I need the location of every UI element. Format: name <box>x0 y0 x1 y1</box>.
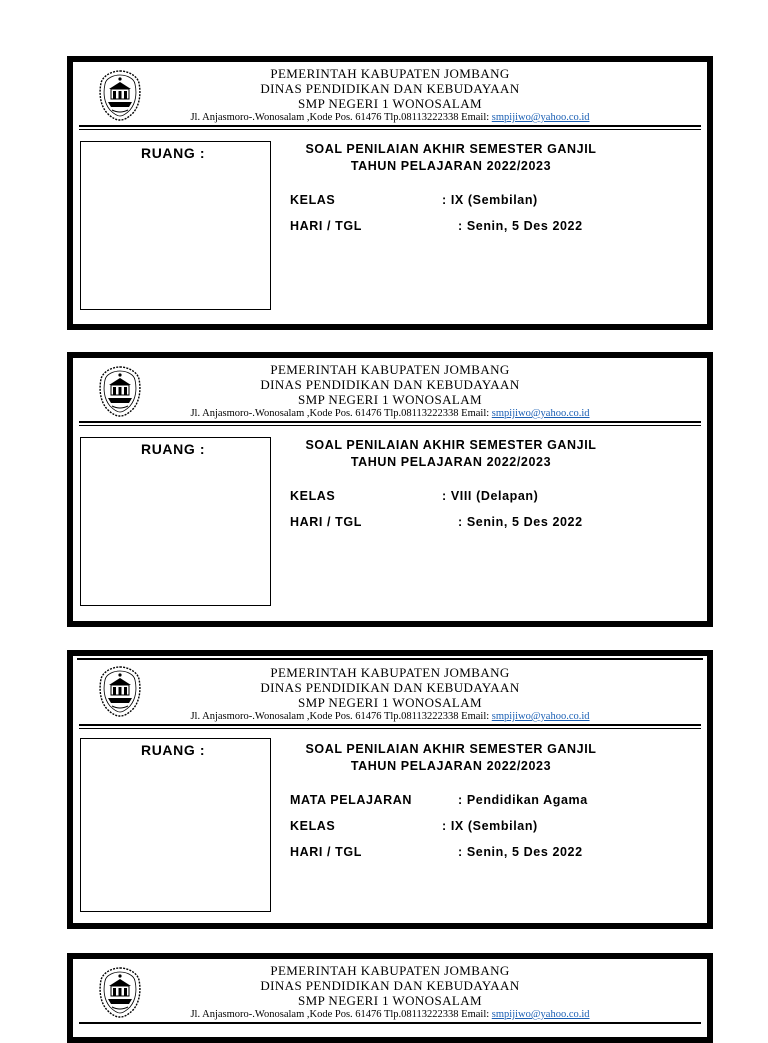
email-link[interactable]: smpijiwo@yahoo.co.id <box>491 408 590 419</box>
header-government: PEMERINTAH KABUPATEN JOMBANG <box>270 665 510 680</box>
header-rule-thick <box>79 125 701 127</box>
address-text: Jl. Anjasmoro-.Wonosalam ,Kode Pos. 61476 Tlp.08113222338 Email: <box>190 408 492 419</box>
header-address <box>73 1008 707 1021</box>
header-address <box>73 407 707 420</box>
header-rule-thin <box>79 728 701 729</box>
kelas-row <box>290 193 538 207</box>
kelas-value: : IX (Sembilan) <box>442 193 538 207</box>
address-text: Jl. Anjasmoro-.Wonosalam ,Kode Pos. 61476 Tlp.08113222338 Email: <box>190 112 492 123</box>
room-box <box>80 141 271 310</box>
email-link[interactable]: smpijiwo@yahoo.co.id <box>491 711 590 722</box>
exam-card-1 <box>67 56 713 330</box>
header-rule-thick <box>79 421 701 423</box>
hari-row <box>290 219 583 233</box>
exam-title: SOAL PENILAIAN AKHIR SEMESTER GANJIL <box>305 438 597 452</box>
mapel-row <box>290 793 588 807</box>
hari-row <box>290 515 583 529</box>
school-year: TAHUN PELAJARAN 2022/2023 <box>350 159 552 173</box>
header-government: PEMERINTAH KABUPATEN JOMBANG <box>270 963 510 978</box>
header-school: SMP NEGERI 1 WONOSALAM <box>298 993 482 1008</box>
header-department: DINAS PENDIDIKAN DAN KEBUDAYAAN <box>260 81 520 96</box>
header-rule-thin <box>79 425 701 426</box>
exam-title: SOAL PENILAIAN AKHIR SEMESTER GANJIL <box>305 142 597 156</box>
hari-label: HARI / TGL <box>290 845 362 859</box>
exam-title: SOAL PENILAIAN AKHIR SEMESTER GANJIL <box>305 742 597 756</box>
school-year: TAHUN PELAJARAN 2022/2023 <box>350 455 552 469</box>
exam-card-3 <box>67 650 713 929</box>
hari-row <box>290 845 583 859</box>
email-link[interactable]: smpijiwo@yahoo.co.id <box>491 112 590 123</box>
header-government: PEMERINTAH KABUPATEN JOMBANG <box>270 66 510 81</box>
header-address <box>73 111 707 124</box>
address-text: Jl. Anjasmoro-.Wonosalam ,Kode Pos. 61476 Tlp.08113222338 Email: <box>190 1009 492 1020</box>
kelas-label: KELAS <box>290 819 336 833</box>
top-rule <box>77 658 703 660</box>
hari-value: : Senin, 5 Des 2022 <box>458 219 583 233</box>
header-school: SMP NEGERI 1 WONOSALAM <box>298 695 482 710</box>
kelas-label: KELAS <box>290 193 336 207</box>
room-label: RUANG : <box>141 145 206 161</box>
header-department: DINAS PENDIDIKAN DAN KEBUDAYAAN <box>260 377 520 392</box>
room-label: RUANG : <box>141 742 206 758</box>
header-address <box>73 710 707 723</box>
address-text: Jl. Anjasmoro-.Wonosalam ,Kode Pos. 61476 Tlp.08113222338 Email: <box>190 711 492 722</box>
room-box <box>80 738 271 912</box>
exam-card-2 <box>67 352 713 627</box>
mapel-value: : Pendidikan Agama <box>458 793 588 807</box>
kelas-row <box>290 819 538 833</box>
header-government: PEMERINTAH KABUPATEN JOMBANG <box>270 362 510 377</box>
exam-card-4 <box>67 953 713 1043</box>
kelas-value: : VIII (Delapan) <box>442 489 539 503</box>
mapel-label: MATA PELAJARAN <box>290 793 413 807</box>
room-label: RUANG : <box>141 441 206 457</box>
kelas-value: : IX (Sembilan) <box>442 819 538 833</box>
hari-value: : Senin, 5 Des 2022 <box>458 515 583 529</box>
header-department: DINAS PENDIDIKAN DAN KEBUDAYAAN <box>260 978 520 993</box>
hari-label: HARI / TGL <box>290 219 362 233</box>
school-year: TAHUN PELAJARAN 2022/2023 <box>350 759 552 773</box>
hari-value: : Senin, 5 Des 2022 <box>458 845 583 859</box>
header-department: DINAS PENDIDIKAN DAN KEBUDAYAAN <box>260 680 520 695</box>
email-link[interactable]: smpijiwo@yahoo.co.id <box>491 1009 590 1020</box>
room-box <box>80 437 271 606</box>
header-school: SMP NEGERI 1 WONOSALAM <box>298 96 482 111</box>
hari-label: HARI / TGL <box>290 515 362 529</box>
header-rule-thick <box>79 724 701 726</box>
header-rule-thin <box>79 129 701 130</box>
header-school: SMP NEGERI 1 WONOSALAM <box>298 392 482 407</box>
kelas-row <box>290 489 539 503</box>
kelas-label: KELAS <box>290 489 336 503</box>
